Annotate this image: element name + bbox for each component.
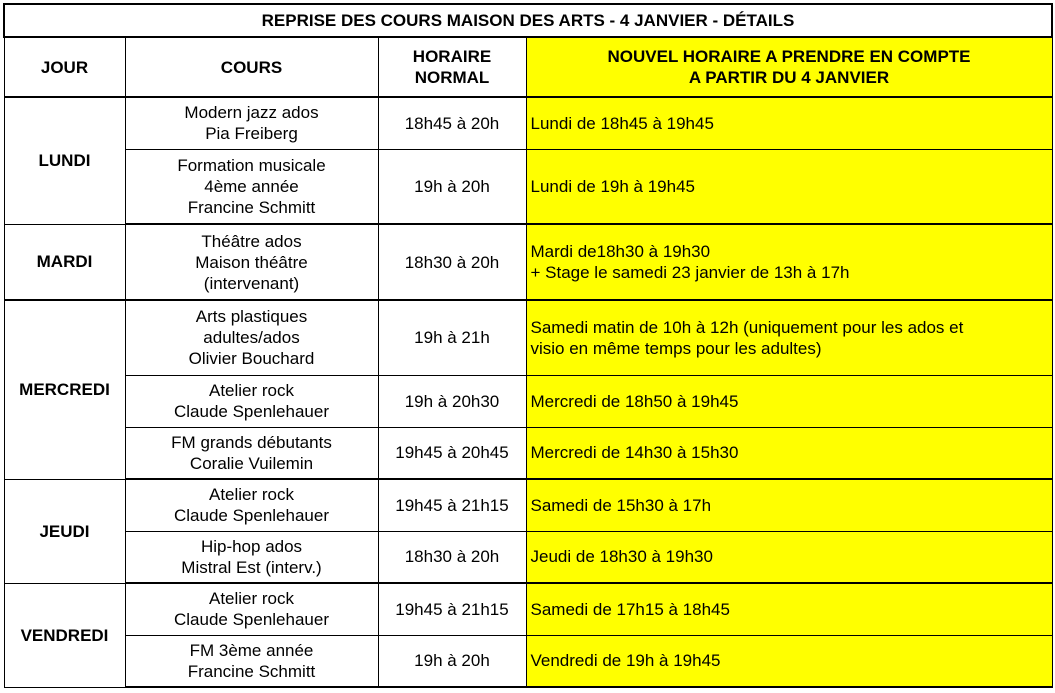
nouvel-horaire-cell: Mardi de18h30 à 19h30 + Stage le samedi 23 janvier de 13h à 17h <box>526 224 1052 300</box>
page-title: REPRISE DES COURS MAISON DES ARTS - 4 JANVIER - DÉTAILS <box>4 4 1052 37</box>
table-row <box>4 635 1052 687</box>
cours-cell: Modern jazz ados Pia Freiberg <box>125 97 378 149</box>
table-row <box>4 427 1052 479</box>
header-nouvel-horaire: NOUVEL HORAIRE A PRENDRE EN COMPTE A PARTIR DU 4 JANVIER <box>526 37 1052 97</box>
day-cell-jeudi: JEUDI <box>4 479 125 583</box>
schedule-table <box>3 3 1053 688</box>
nouvel-horaire-cell: Lundi de 18h45 à 19h45 <box>526 97 1052 149</box>
horaire-cell: 19h à 21h <box>378 300 526 375</box>
cours-cell: Atelier rock Claude Spenlehauer <box>125 375 378 427</box>
horaire-cell: 19h à 20h <box>378 149 526 224</box>
nouvel-horaire-cell: Samedi de 17h15 à 18h45 <box>526 583 1052 635</box>
cours-cell: Atelier rock Claude Spenlehauer <box>125 583 378 635</box>
horaire-cell: 19h à 20h <box>378 635 526 687</box>
horaire-cell: 19h45 à 21h15 <box>378 583 526 635</box>
cours-cell: FM 3ème année Francine Schmitt <box>125 635 378 687</box>
horaire-cell: 18h30 à 20h <box>378 531 526 583</box>
header-cours: COURS <box>125 37 378 97</box>
header-horaire-normal: HORAIRE NORMAL <box>378 37 526 97</box>
table-row <box>4 97 1052 149</box>
table-row <box>4 531 1052 583</box>
table-row <box>4 479 1052 531</box>
horaire-cell: 18h30 à 20h <box>378 224 526 300</box>
day-cell-mardi: MARDI <box>4 224 125 300</box>
day-cell-vendredi: VENDREDI <box>4 583 125 687</box>
cours-cell: FM grands débutants Coralie Vuilemin <box>125 427 378 479</box>
nouvel-horaire-cell: Mercredi de 14h30 à 15h30 <box>526 427 1052 479</box>
nouvel-horaire-cell: Vendredi de 19h à 19h45 <box>526 635 1052 687</box>
cours-cell: Arts plastiques adultes/ados Olivier Bouchard <box>125 300 378 375</box>
table-row <box>4 224 1052 300</box>
nouvel-horaire-cell: Jeudi de 18h30 à 19h30 <box>526 531 1052 583</box>
day-cell-mercredi: MERCREDI <box>4 300 125 479</box>
header-jour: JOUR <box>4 37 125 97</box>
cours-cell: Hip-hop ados Mistral Est (interv.) <box>125 531 378 583</box>
horaire-cell: 19h45 à 20h45 <box>378 427 526 479</box>
horaire-cell: 19h45 à 21h15 <box>378 479 526 531</box>
nouvel-horaire-cell: Samedi de 15h30 à 17h <box>526 479 1052 531</box>
table-row <box>4 149 1052 224</box>
nouvel-horaire-cell: Lundi de 19h à 19h45 <box>526 149 1052 224</box>
table-row <box>4 375 1052 427</box>
cours-cell: Formation musicale 4ème année Francine Schmitt <box>125 149 378 224</box>
cours-cell: Théâtre ados Maison théâtre (intervenant) <box>125 224 378 300</box>
horaire-cell: 18h45 à 20h <box>378 97 526 149</box>
table-row <box>4 300 1052 375</box>
table-row <box>4 583 1052 635</box>
nouvel-horaire-cell: Mercredi de 18h50 à 19h45 <box>526 375 1052 427</box>
nouvel-horaire-cell: Samedi matin de 10h à 12h (uniquement pour les ados et visio en même temps pour les adultes) <box>526 300 1052 375</box>
day-cell-lundi: LUNDI <box>4 97 125 224</box>
horaire-cell: 19h à 20h30 <box>378 375 526 427</box>
cours-cell: Atelier rock Claude Spenlehauer <box>125 479 378 531</box>
